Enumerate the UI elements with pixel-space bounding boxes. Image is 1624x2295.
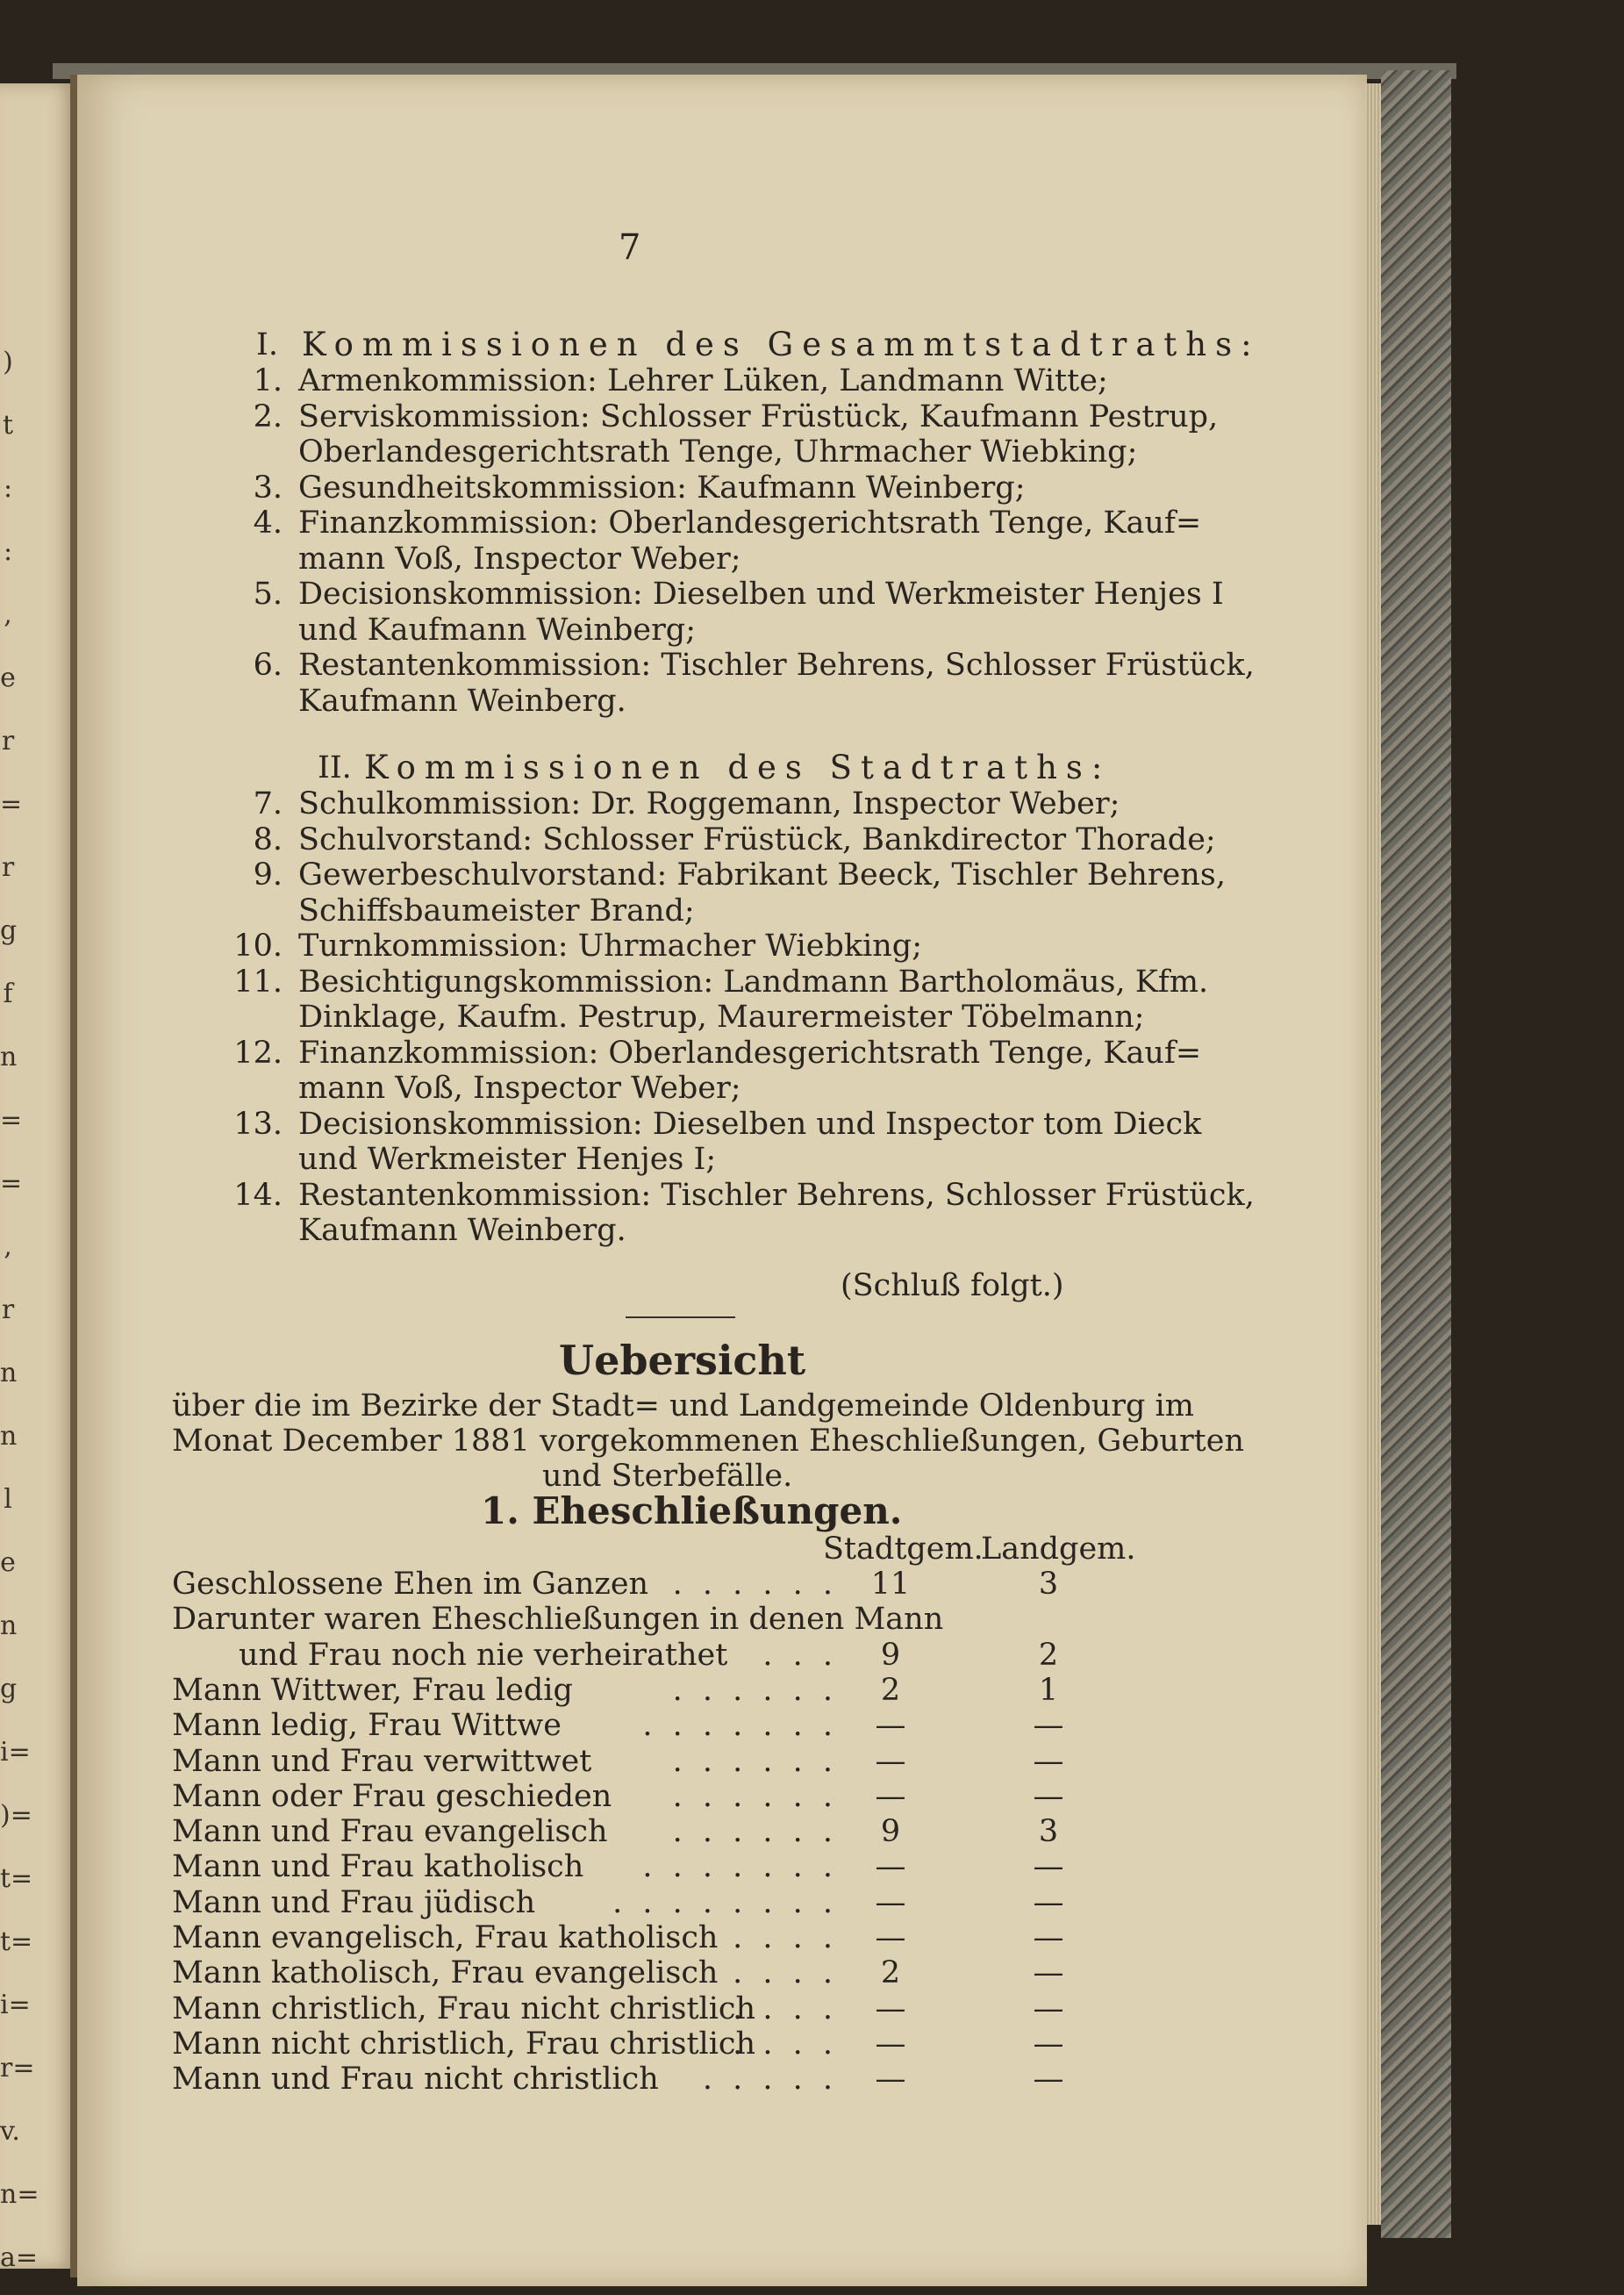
list-item-number: 14. [233, 1177, 283, 1213]
list-item-line: Decisionskommission: Dieselben und Inspector tom Dieck [298, 1106, 1202, 1142]
list-item-number: 7. [253, 786, 283, 821]
list-item-line: Armenkommission: Lehrer Lüken, Landmann Witte; [298, 363, 1108, 398]
left-page-cropped-char: n [0, 1358, 18, 1388]
list-item-line: Oberlandesgerichtsrath Tenge, Uhrmacher Wiebking; [298, 434, 1138, 470]
left-page-cropped-char: l [4, 1484, 12, 1515]
list-item-line: Turnkommission: Uhrmacher Wiebking; [298, 929, 923, 964]
table-row-leader-dots: . . . . . [702, 2062, 838, 2098]
table-cell-stadt: — [875, 1778, 906, 1814]
left-page-cropped-char: ) [3, 347, 13, 377]
table-cell-stadt: — [875, 1990, 906, 2026]
list-item-number: 11. [233, 964, 283, 1000]
list-item-number: 2. [253, 398, 283, 434]
page-number: 7 [619, 227, 641, 268]
list-item-number: 8. [253, 821, 283, 857]
list-item-number: 6. [253, 648, 283, 683]
table-cell-stadt: 2 [880, 1672, 901, 1708]
left-page-cropped-char: = [0, 1168, 23, 1199]
left-page-cropped-char: n= [0, 2179, 39, 2210]
list-item-line: Restantenkommission: Tischler Behrens, Schlosser Früstück, [298, 648, 1255, 683]
table-row-label: Mann und Frau evangelisch [172, 1814, 608, 1850]
list-item-number: 5. [253, 577, 283, 612]
table-cell-land: — [1033, 1778, 1064, 1814]
list-item-line: Schiffsbaumeister Brand; [298, 893, 695, 929]
list-item-line: Kaufmann Weinberg. [298, 683, 626, 719]
left-page-cropped-char: = [0, 1105, 23, 1136]
list-item-number: 9. [253, 857, 283, 893]
list-item-line: Decisionskommission: Dieselben und Werkmeister Henjes I [298, 577, 1224, 612]
table-row-leader-dots: . . . . . . [672, 1567, 838, 1602]
list-item-line: mann Voß, Inspector Weber; [298, 541, 741, 577]
list-item-number: 1. [253, 363, 283, 398]
table-row-leader-dots: . . . . . . [672, 1672, 838, 1708]
left-page-cropped-char: i= [0, 1737, 31, 1768]
book-spine-edge [1381, 70, 1451, 2238]
overview-intro-line: und Sterbefälle. [542, 1459, 793, 1494]
to-be-continued: (Schluß folgt.) [841, 1268, 1064, 1303]
left-page-cropped-char: , [4, 1231, 12, 1262]
section1-heading-num: I. [256, 327, 278, 362]
table-row-label: Darunter waren Eheschließungen in denen Mann [172, 1602, 944, 1638]
section1-heading: Kommissionen des Gesammtstadtraths: [302, 326, 1261, 363]
list-item-number: 13. [233, 1106, 283, 1142]
left-page-cropped-char: : [3, 536, 13, 567]
list-item-line: Schulkommission: Dr. Roggemann, Inspector Weber; [298, 786, 1120, 821]
left-page-cropped-char: a= [0, 2242, 39, 2273]
table-cell-stadt: — [875, 1708, 906, 1744]
page-block-edge [1365, 83, 1381, 2225]
table-cell-stadt: — [875, 1920, 906, 1955]
left-page-cropped-char: v. [0, 2116, 20, 2147]
table-cell-stadt: 2 [880, 1955, 901, 1991]
table-row-leader-dots: . . . . [733, 2026, 838, 2062]
table-row-leader-dots: . . . . . . . [642, 1849, 838, 1885]
section2-heading-num: II. [318, 750, 352, 785]
left-page-cropped-char: t [2, 410, 14, 441]
list-item-line: Finanzkommission: Oberlandesgerichtsrath Tenge, Kauf= [298, 506, 1202, 541]
table-cell-stadt: — [875, 1884, 906, 1920]
table-cell-stadt: 11 [870, 1567, 911, 1602]
left-page-cropped-char: )= [0, 1800, 32, 1831]
table-row-label: Mann christlich, Frau nicht christlich [172, 1990, 756, 2026]
table-cell-land: — [1033, 1920, 1064, 1955]
overview-intro-line: Monat December 1881 vorgekommenen Eheschließungen, Geburten [172, 1424, 1244, 1459]
table-row-label: Mann Wittwer, Frau ledig [172, 1672, 573, 1708]
left-page-cropped-char: e [0, 663, 16, 693]
overview-title: Uebersicht [559, 1337, 806, 1384]
left-page-edge [0, 83, 77, 2273]
table-cell-stadt: — [875, 2062, 906, 2098]
table-cell-stadt: — [875, 1849, 906, 1885]
table-row-label: Mann nicht christlich, Frau christlich [172, 2026, 756, 2062]
table-row-leader-dots: . . . . . . . [642, 1708, 838, 1744]
table-cell-land: — [1033, 1990, 1064, 2026]
left-page-cropped-char: e [0, 1547, 16, 1578]
list-item-line: Schulvorstand: Schlosser Früstück, Bankdirector Thorade; [298, 821, 1216, 857]
list-item-line: und Kaufmann Weinberg; [298, 612, 697, 648]
table-cell-stadt: 9 [880, 1814, 901, 1850]
table-row-label: Mann und Frau nicht christlich [172, 2062, 659, 2098]
list-item-line: Serviskommission: Schlosser Früstück, Kaufmann Pestrup, [298, 398, 1219, 434]
table-cell-land: 3 [1038, 1814, 1059, 1850]
table-cell-land: — [1033, 2062, 1064, 2098]
table-row-leader-dots: . . . . . . [672, 1814, 838, 1850]
table-row-leader-dots: . . . . [733, 1990, 838, 2026]
table-row-leader-dots: . . . . [733, 1920, 838, 1955]
list-item-number: 3. [253, 470, 283, 506]
table-cell-land: — [1033, 1708, 1064, 1744]
table-cell-land: — [1033, 1849, 1064, 1885]
left-page-cropped-char: g [0, 1674, 18, 1704]
left-page-cropped-char: r [1, 726, 15, 757]
table-row-leader-dots: . . . . . . [672, 1778, 838, 1814]
left-page-cropped-char: f [3, 979, 13, 1009]
table-cell-stadt: 9 [880, 1637, 901, 1673]
left-page-cropped-char: g [0, 915, 18, 946]
table-row-label: Mann oder Frau geschieden [172, 1778, 612, 1814]
left-page-cropped-char: : [3, 473, 13, 504]
left-page-cropped-char: r [1, 852, 15, 883]
overview-intro-line: über die im Bezirke der Stadt= und Landgemeinde Oldenburg im [172, 1388, 1194, 1424]
list-item-line: Gewerbeschulvorstand: Fabrikant Beeck, Tischler Behrens, [298, 857, 1226, 893]
column-header-stadt: Stadtgem. [823, 1531, 984, 1567]
table-cell-land: — [1033, 1955, 1064, 1991]
table-row-label: Mann und Frau verwittwet [172, 1743, 592, 1779]
list-item-line: Restantenkommission: Tischler Behrens, Schlosser Früstück, [298, 1177, 1255, 1213]
list-item-number: 4. [253, 506, 283, 541]
table-row-label: und Frau noch nie verheirathet [239, 1637, 728, 1673]
table-row-label: Geschlossene Ehen im Ganzen [172, 1567, 649, 1602]
left-page-cropped-char: n [0, 1042, 18, 1072]
left-page-cropped-char: n [0, 1421, 18, 1452]
table-row-leader-dots: . . . . . . . . [612, 1884, 838, 1920]
table-row-label: Mann evangelisch, Frau katholisch [172, 1920, 719, 1955]
column-header-land: Landgem. [981, 1531, 1136, 1567]
list-item-line: Finanzkommission: Oberlandesgerichtsrath Tenge, Kauf= [298, 1035, 1202, 1071]
section-divider [626, 1316, 735, 1318]
left-page-cropped-char: r= [0, 2053, 35, 2083]
list-item-line: Kaufmann Weinberg. [298, 1213, 626, 1248]
table-cell-stadt: — [875, 1743, 906, 1779]
table-cell-land: 1 [1038, 1672, 1059, 1708]
table-cell-land: — [1033, 1884, 1064, 1920]
table-cell-stadt: — [875, 2026, 906, 2062]
table-row-label: Mann katholisch, Frau evangelisch [172, 1955, 719, 1991]
list-item-line: und Werkmeister Henjes I; [298, 1142, 717, 1177]
table-row-label: Mann ledig, Frau Wittwe [172, 1708, 562, 1744]
left-page-cropped-char: = [0, 789, 23, 820]
table-row-leader-dots: . . . . . . [672, 1743, 838, 1779]
list-item-line: Gesundheitskommission: Kaufmann Weinberg; [298, 470, 1026, 506]
left-page-cropped-char: n [0, 1610, 18, 1641]
table-row-leader-dots: . . . . [733, 1955, 838, 1991]
left-page-cropped-char: i= [0, 1990, 31, 2020]
left-page-cropped-char: , [4, 599, 12, 630]
list-item-line: mann Voß, Inspector Weber; [298, 1071, 741, 1106]
list-item-number: 10. [233, 929, 283, 964]
left-page-cropped-char: t= [0, 1926, 33, 1957]
overview-subheading: 1. Eheschließungen. [481, 1489, 903, 1532]
table-cell-land: — [1033, 2026, 1064, 2062]
left-page-cropped-char: t= [0, 1863, 33, 1894]
list-item-number: 12. [233, 1035, 283, 1071]
section2-heading: Kommissionen des Stadtraths: [364, 749, 1112, 786]
list-item-line: Besichtigungskommission: Landmann Bartholomäus, Kfm. [298, 964, 1209, 1000]
table-cell-land: 2 [1038, 1637, 1059, 1673]
table-cell-land: 3 [1038, 1567, 1059, 1602]
list-item-line: Dinklage, Kaufm. Pestrup, Maurermeister Töbelmann; [298, 1000, 1145, 1035]
table-row-label: Mann und Frau katholisch [172, 1849, 584, 1885]
table-row-leader-dots: . . . [762, 1637, 838, 1673]
table-row-label: Mann und Frau jüdisch [172, 1884, 536, 1920]
table-cell-land: — [1033, 1743, 1064, 1779]
left-page-cropped-char: r [1, 1295, 15, 1325]
